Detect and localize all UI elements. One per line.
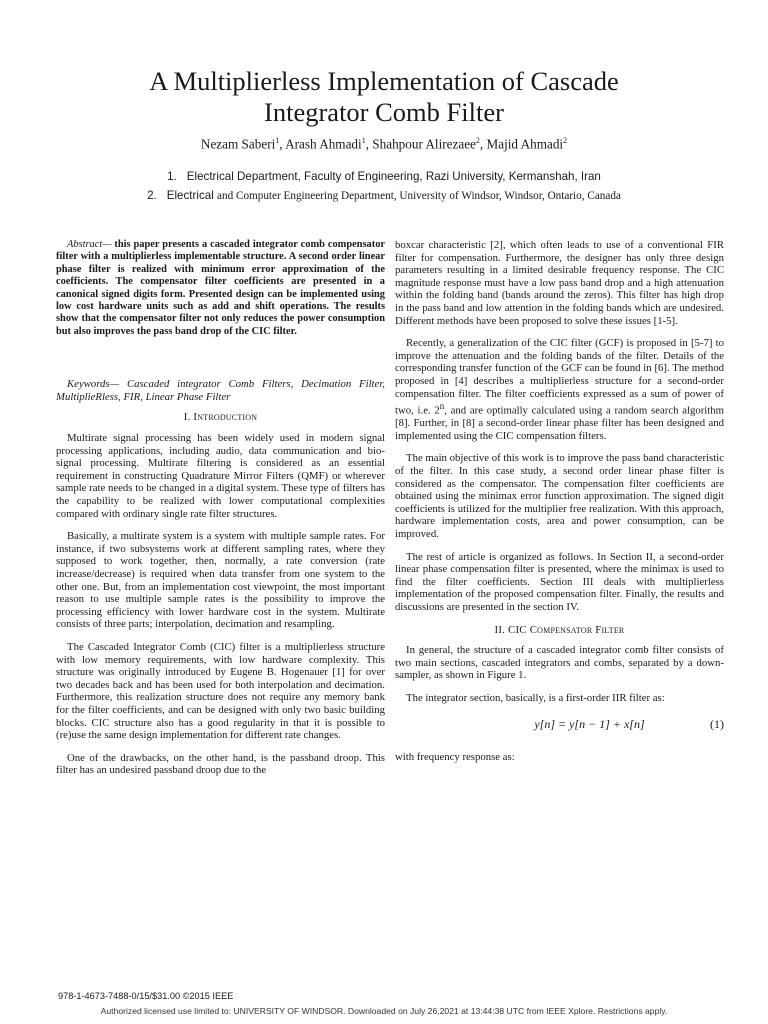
keywords: Keywords— Cascaded integrator Comb Filters, Decimation Filter, MultiplieRless, FIR, Linear Phase Filter	[56, 378, 385, 403]
paragraph	[395, 337, 724, 442]
affiliation-number: 2.	[147, 188, 157, 202]
author-list: Nezam Saberi$^1$, Arash Ahmadi$^1$, Shahpour Alirezaee$^2$, Majid Ahmadi$^2$	[200, 136, 568, 152]
abstract	[56, 239, 385, 338]
paragraph: Multirate signal processing has been widely used in modern signal processing applications, including audio, data communication and bio-signal processing. Multirate filtering is considered as an essential requirement in constructing Quadrature Mirror Filters (QMF) or wherever sample rate needs to be changed in a digital system. These type of filters has the capability to be realized with lower computational complexities compared with ordinary single rate filter structures.	[56, 432, 385, 520]
section-heading-cic-compensator: II. CIC Compensator Filter	[494, 623, 625, 636]
superscript: n	[439, 401, 445, 412]
right-column	[395, 239, 724, 773]
paragraph: The rest of article is organized as follows. In Section II, a second-order linear phase compensation filter is presented, where the minimax is used to find the filter coefficients. Section III deals with multiplierless implementation of the proposed compensation filter. Finally, the results and discussions are presented in the section IV.	[395, 550, 724, 614]
paragraph: boxcar characteristic [2], which often leads to use of a conventional FIR filter for compensation. Furthermore, the designer has only three design parameters resulting in a limited desirable frequency response. The CIC magnitude response must have a low pass band drop and a high attenuation within the folding band (bands around the zeros). This filter has high drop in the pass band and low attention in the folding bands which are undesired. Different methods have been proposed to solve these issues [1-5].	[395, 239, 724, 327]
affiliation-text: Electrical Department, Faculty of Engineering, Razi University, Kermanshah, Iran	[186, 170, 601, 183]
paper-title	[40, 66, 728, 128]
paragraph-text: , and are optimally calculated using a random search algorithm [8]. Further, in [8] a second-order linear phase filter has been designed and implemented using the CIC compensation filters.	[395, 404, 724, 442]
equation-number: (1)	[710, 717, 724, 732]
author-affil-mark: 2	[563, 136, 568, 145]
left-column	[56, 239, 385, 787]
affiliation-number: 1.	[167, 170, 177, 183]
affiliations	[0, 168, 768, 205]
author-affil-mark: 2	[475, 136, 480, 145]
paragraph: The Cascaded Integrator Comb (CIC) filter is a multiplierless structure with low memory requirements, with low hardware complexity. This structure was originally introduced by Eugene B. Hogenauer [1] for over two decades back and has been used for both interpolation and decimation. Furthermore, this realization structure does not require any memory bank for the filter coefficients, and can be designed with only two basic building blocks. CIC structure also has a good regularity in that it is possible to (re)use the same design implementation for different rate changes.	[56, 640, 385, 742]
author-affil-mark: 1	[361, 136, 366, 145]
abstract-lead: Abstract—	[67, 239, 112, 250]
paragraph: The main objective of this work is to improve the pass band characteristic of the filter. In this case study, a second order linear phase filter is considered as the compensator. The compensation filter coefficients are obtained using the minimax error function approximation. The signed digit coefficients is utilized for the multiplier free realization. With this approach, hardware implementation costs, area and power consumption, can be improved.	[395, 452, 724, 541]
author-name: Arash Ahmadi	[285, 136, 362, 152]
affiliation-text-b: and Computer Engineering Department, University of Windsor, Windsor, Ontario, Canada	[217, 189, 621, 202]
title-line-2: Integrator Comb Filter	[264, 97, 504, 127]
paragraph: One of the drawbacks, on the other hand, is the passband droop. This filter has an undesired passband droop due to the	[56, 751, 385, 777]
author-name: Majid Ahmadi	[486, 136, 564, 152]
equation-1	[395, 715, 724, 735]
equation-body: y[n] = y[n − 1] + x[n]	[534, 717, 645, 732]
title-line-1: A Multiplierless Implementation of Cascade	[149, 66, 619, 96]
paragraph: The integrator section, basically, is a first-order IIR filter as:	[406, 691, 665, 704]
affiliation-2	[0, 187, 768, 206]
paragraph-text: Recently, a generalization of the CIC filter (GCF) is proposed in [5-7] to improve the attenuation and the folding bands of the filter. Details of the corresponding transfer function of the GCF can be found in [6]. The method proposed in [4] describes a multiplierless structure for a second-order compensation filter. The filter coefficients expressed as a sum of power of two, i.e. 2	[395, 337, 724, 417]
copyright-notice: 978-1-4673-7488-0/15/$31.00 ©2015 IEEE	[58, 991, 234, 1001]
author-name: Nezam Saberi	[200, 136, 276, 152]
paragraph: Basically, a multirate system is a system with multiple sample rates. For instance, if two subsystems work at different sampling rates, where they supposed to work together, then, normally, a rate conversion (rate increase/decrease) is required when data transfer from one system to the other one. But, from an implementation cost viewpoint, the most important reason to use multiple sample rates is the possibility to improve the processing efficiency with lower hardware cost in the system. Multirate consists of three parts; interpolation, decimation and resampling.	[56, 530, 385, 631]
affiliation-text-a: Electrical	[166, 188, 214, 202]
affiliation-1	[0, 168, 768, 187]
license-footer: Authorized licensed use limited to: UNIVERSITY OF WINDSOR. Downloaded on July 26,2021 at 13:44:38 UTC from IEEE Xplore. Restrictions apply.	[100, 1006, 668, 1016]
section-heading-introduction: I. Introduction	[183, 411, 258, 424]
abstract-body: this paper presents a cascaded integrator comb compensator filter with a multiplierless implementable structure. A second order linear phase filter is realized with minimum error approximation of the coefficients. The compensator filter coefficients are presented in a canonical signed digits form. Presented design can be implemented using low cost hardware units such as add and shift operations. The results show that the compensator filter not only reduces the power consumption but also improves the pass band drop of the CIC filter.	[56, 239, 385, 337]
author-affil-mark: 1	[275, 136, 280, 145]
paragraph: In general, the structure of a cascaded integrator comb filter consists of two main sections, cascaded integrators and combs, separated by a down-sampler, as shown in Figure 1.	[395, 644, 724, 682]
paragraph: with frequency response as:	[395, 750, 515, 763]
author-name: Shahpour Alirezaee	[372, 136, 476, 152]
